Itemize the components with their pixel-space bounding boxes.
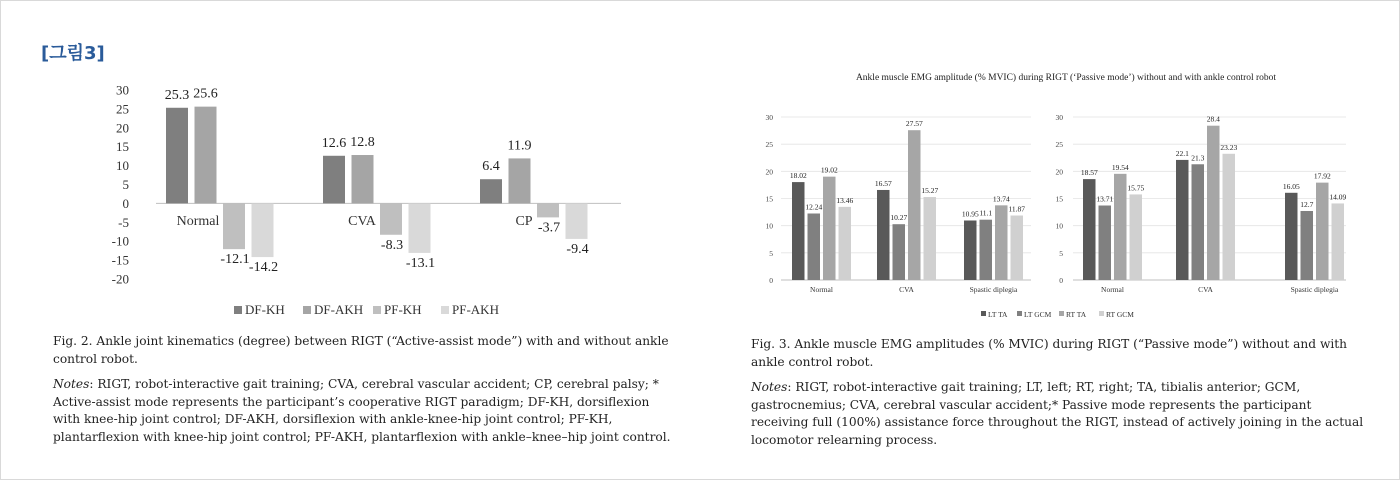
data-label: 15.75 [1127, 183, 1145, 193]
emg-amplitude-chart [1, 1, 1399, 331]
y-tick-label: -10 [111, 233, 129, 249]
data-label: 14.09 [1329, 192, 1347, 202]
data-label: 25.6 [193, 86, 218, 102]
data-label: 18.57 [1080, 168, 1098, 178]
data-label: 19.02 [820, 165, 838, 175]
category-label: Normal [810, 285, 833, 294]
category-label: Spastic diplegia [969, 285, 1018, 294]
y-tick-label: 25 [116, 101, 129, 117]
legend-label: DF-AKH [314, 302, 364, 317]
y-tick-label: 15 [116, 139, 129, 155]
data-label: 28.4 [1206, 114, 1220, 124]
data-label: 16.05 [1282, 181, 1300, 191]
data-label: 11.9 [507, 138, 532, 154]
bar [823, 177, 836, 280]
bar [995, 205, 1008, 280]
legend-label: PF-KH [384, 302, 422, 317]
category-label: CVA [1198, 285, 1213, 294]
y-tick-label: 15 [765, 194, 773, 204]
legend-label: RT TA [1066, 310, 1087, 319]
y-tick-label: 5 [769, 248, 773, 258]
data-label: -9.4 [566, 241, 589, 257]
data-label: 10.27 [890, 213, 908, 223]
fig3-notes [751, 379, 1367, 449]
bar [1301, 211, 1314, 280]
bar [1332, 203, 1345, 280]
y-tick-label: 5 [1059, 248, 1063, 258]
legend-label: RT GCM [1106, 310, 1134, 319]
y-tick-label: 25 [765, 140, 773, 150]
bar [1011, 216, 1024, 280]
legend-swatch [981, 311, 986, 316]
bar [792, 182, 805, 280]
data-label: 11.1 [979, 208, 993, 218]
data-label: -8.3 [380, 237, 404, 253]
y-tick-label: -20 [111, 271, 129, 287]
legend-swatch [1059, 311, 1064, 316]
fig2-notes-label: Notes [53, 377, 90, 391]
category-label: CVA [348, 214, 376, 229]
bar [1083, 179, 1096, 280]
data-label: 23.23 [1220, 142, 1238, 152]
fig2-notes-text: : RIGT, robot-interactive gait training; CVA, cerebral vascular accident; CP, cerebral palsy; * Active-assist mode represents the participant’s cooperative RIGT paradigm; DF-KH, dorsiflexion with knee-hip joint control; DF-AKH, dorsiflexion with ankle-knee-hip joint control; PF-KH, plantarflexion with knee-hip joint control; PF-AKH, plantarflexion with ankle–knee–hip joint control. [53, 377, 671, 444]
bar [1114, 174, 1127, 280]
legend-label: LT TA [988, 310, 1008, 319]
legend-swatch [1017, 311, 1022, 316]
bar [1207, 126, 1220, 280]
y-tick-label: 10 [1055, 221, 1063, 231]
bar [964, 221, 977, 280]
category-label: Spastic diplegia [1290, 285, 1339, 294]
data-label: 21.3 [1191, 153, 1205, 163]
data-label: -13.1 [405, 255, 436, 271]
bar [1130, 194, 1143, 280]
y-tick-label: 5 [122, 177, 129, 192]
bar [1192, 164, 1205, 280]
y-tick-label: 0 [1059, 276, 1063, 285]
legend-label: LT GCM [1024, 310, 1052, 319]
data-label: 13.71 [1096, 194, 1114, 204]
data-label: 11.87 [1008, 204, 1026, 214]
data-label: 18.02 [789, 171, 807, 181]
data-label: 16.57 [874, 178, 892, 188]
data-label: 25.3 [164, 87, 190, 103]
data-label: 17.92 [1313, 171, 1331, 181]
data-label: 10.95 [961, 209, 979, 219]
fig3-notes-text: : RIGT, robot-interactive gait training; LT, left; RT, right; TA, tibialis anterior; GCM, gastrocnemius; CVA, cerebral vascular accident;* Passive mode represents the participant receiving full (100%) assistance force throughout the RIGT, instead of actively joining in the actual locomotor relearning process. [751, 380, 1364, 447]
y-tick-label: 20 [765, 167, 773, 177]
legend-swatch [1099, 311, 1104, 316]
data-label: 15.27 [921, 186, 939, 196]
data-label: 27.57 [905, 119, 923, 129]
data-label: 13.46 [836, 195, 854, 205]
y-tick-label: -5 [118, 214, 129, 230]
data-label: -3.7 [537, 220, 561, 236]
fig3-notes-label: Notes [751, 380, 788, 394]
y-tick-label: 30 [116, 82, 129, 98]
bar [1099, 206, 1112, 280]
legend-label: DF-KH [245, 302, 285, 317]
fig2-notes [53, 376, 671, 446]
bar [924, 197, 937, 280]
bar [893, 224, 906, 280]
data-label: 6.4 [482, 159, 500, 175]
data-label: 12.24 [805, 202, 823, 212]
y-tick-label: 10 [116, 158, 129, 174]
section-label: [그림3] [41, 43, 105, 64]
y-tick-label: 0 [122, 195, 129, 211]
data-label: 13.74 [992, 194, 1010, 204]
data-label: 12.8 [350, 135, 375, 151]
bar [877, 190, 890, 280]
y-tick-label: 20 [116, 120, 129, 136]
fig3-caption [751, 336, 1367, 449]
y-tick-label: 15 [1055, 194, 1063, 204]
y-tick-label: 25 [1055, 140, 1063, 150]
y-tick-label: 10 [765, 221, 773, 231]
y-tick-label: 30 [1055, 113, 1063, 122]
y-tick-label: 30 [765, 113, 773, 122]
y-tick-label: 0 [769, 276, 773, 285]
category-label: CVA [899, 285, 914, 294]
bar [1316, 183, 1329, 280]
bar [839, 207, 852, 280]
bar [908, 130, 921, 280]
fig3-caption-title: Fig. 3. Ankle muscle EMG amplitudes (% MVIC) during RIGT (“Passive mode”) without and with ankle control robot. [751, 337, 1348, 369]
data-label: 22.1 [1175, 148, 1189, 158]
y-tick-label: -15 [111, 252, 129, 268]
data-label: 12.7 [1300, 199, 1314, 209]
data-label: 19.54 [1111, 162, 1129, 172]
fig2-caption-title: Fig. 2. Ankle joint kinematics (degree) between RIGT (“Active-assist mode”) with and without ankle control robot. [53, 334, 669, 366]
bar [1176, 160, 1189, 280]
data-label: -12.1 [220, 252, 250, 268]
legend-label: PF-AKH [452, 302, 499, 317]
data-label: -14.2 [248, 260, 279, 276]
data-label: 12.6 [321, 135, 347, 151]
category-label: Normal [176, 214, 220, 229]
bar [980, 220, 993, 280]
bar [1223, 154, 1236, 280]
y-tick-label: 20 [1055, 167, 1063, 177]
fig2-caption [53, 333, 671, 446]
bar [808, 213, 821, 280]
category-label: CP [515, 214, 533, 229]
bar [1285, 193, 1298, 280]
category-label: Normal [1101, 285, 1124, 294]
chart-title: Ankle muscle EMG amplitude (% MVIC) during RIGT (‘Passive mode’) without and with ankle control robot [855, 73, 1277, 83]
